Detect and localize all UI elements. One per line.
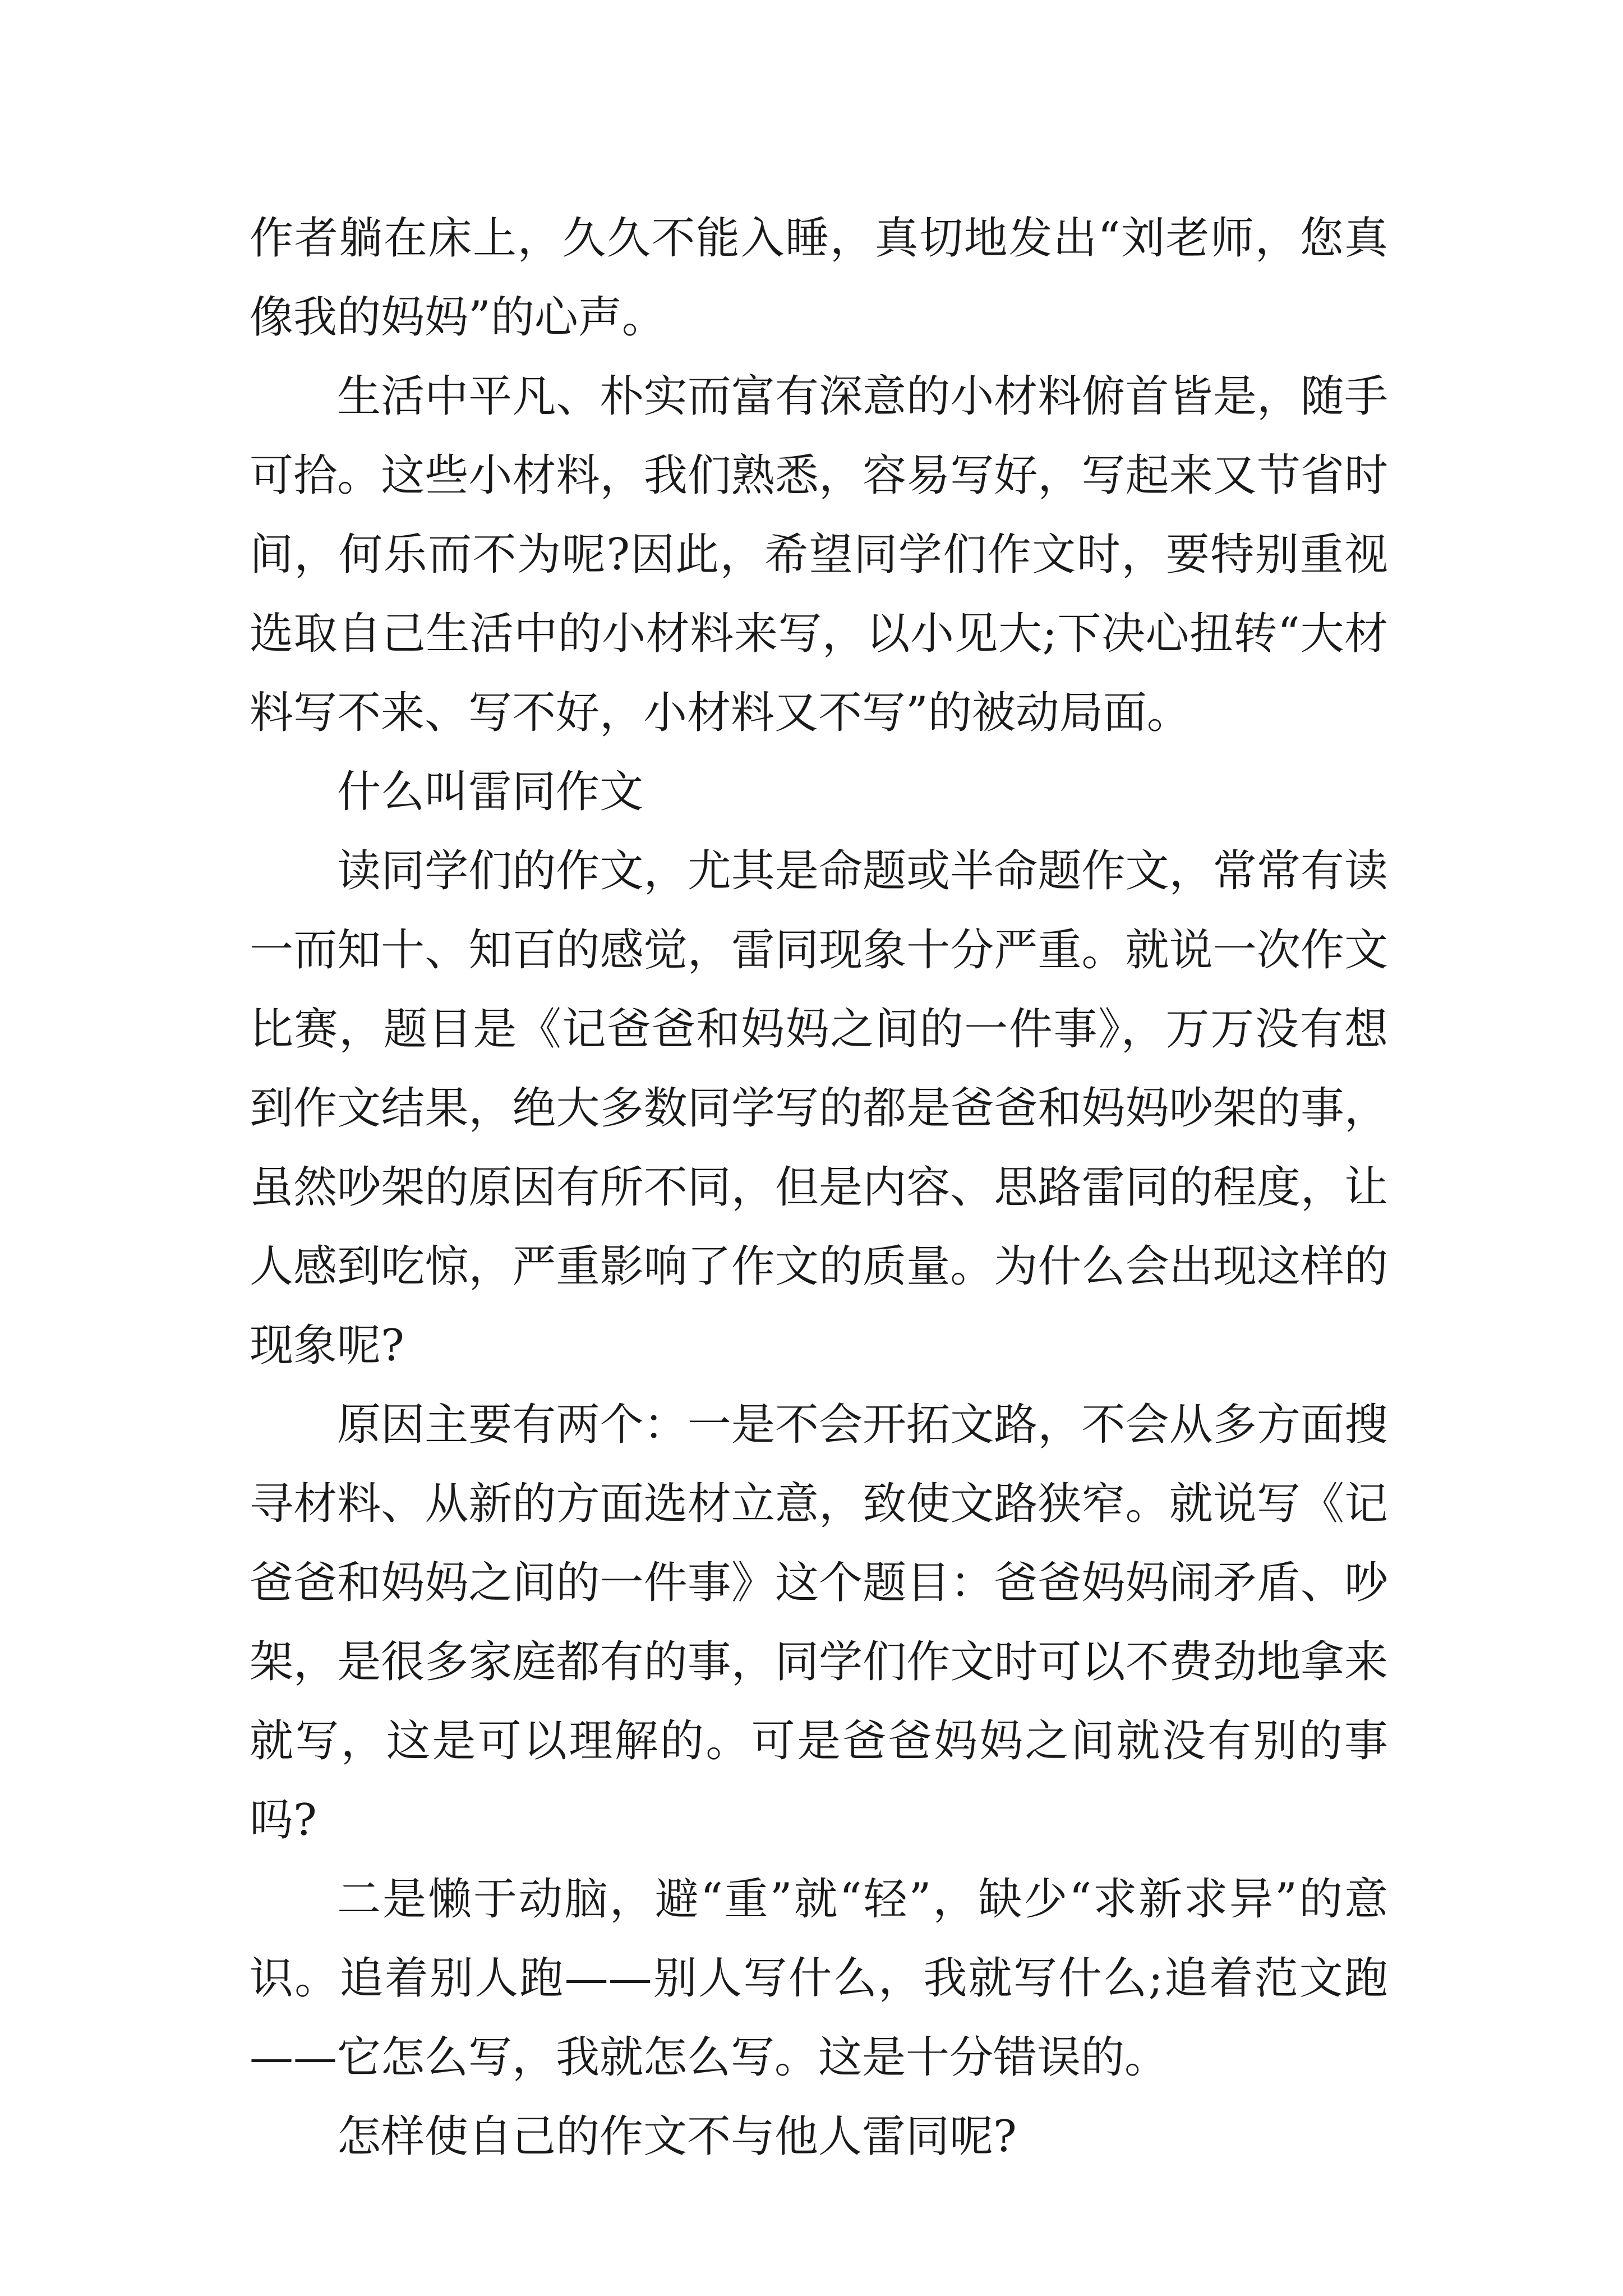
- paragraph-1: 作者躺在床上，久久不能入睡，真切地发出“刘老师，您真像我的妈妈”的心声。: [250, 213, 1388, 343]
- paragraph-4: 原因主要有两个：一是不会开拓文路，不会从多方面搜寻材料、从新的方面选材立意，致使文路狭窄。就说写《记爸爸和妈妈之间的一件事》这个题目：爸爸妈妈闹矛盾、吵架，是很多家庭都有的事，同学们作文时可以不费劲地拿来就写，这是可以理解的。可是爸爸妈妈之间就没有别的事吗?: [250, 1400, 1388, 1846]
- paragraph-6: 怎样使自己的作文不与他人雷同呢?: [337, 2111, 1017, 2162]
- section-heading: 什么叫雷同作文: [337, 767, 644, 817]
- paragraph-5: 二是懒于动脑，避“重”就“轻”，缺少“求新求异”的意识。追着别人跑——别人写什么，我就写什么;追着范文跑——它怎么写，我就怎么写。这是十分错误的。: [250, 1874, 1388, 2083]
- document-body: [250, 199, 1388, 2177]
- paragraph-3: 读同学们的作文，尤其是命题或半命题作文，常常有读一而知十、知百的感觉，雷同现象十分严重。就说一次作文比赛，题目是《记爸爸和妈妈之间的一件事》，万万没有想到作文结果，绝大多数同学写的都是爸爸和妈妈吵架的事，虽然吵架的原因有所不同，但是内容、思路雷同的程度，让人感到吃惊，严重影响了作文的质量。为什么会出现这样的现象呢?: [250, 846, 1388, 1371]
- paragraph-2: 生活中平凡、朴实而富有深意的小材料俯首皆是，随手可拾。这些小材料，我们熟悉，容易写好，写起来又节省时间，何乐而不为呢?因此，希望同学们作文时，要特别重视选取自己生活中的小材料来写，以小见大;下决心扭转“大材料写不来、写不好，小材料又不写”的被动局面。: [250, 371, 1388, 738]
